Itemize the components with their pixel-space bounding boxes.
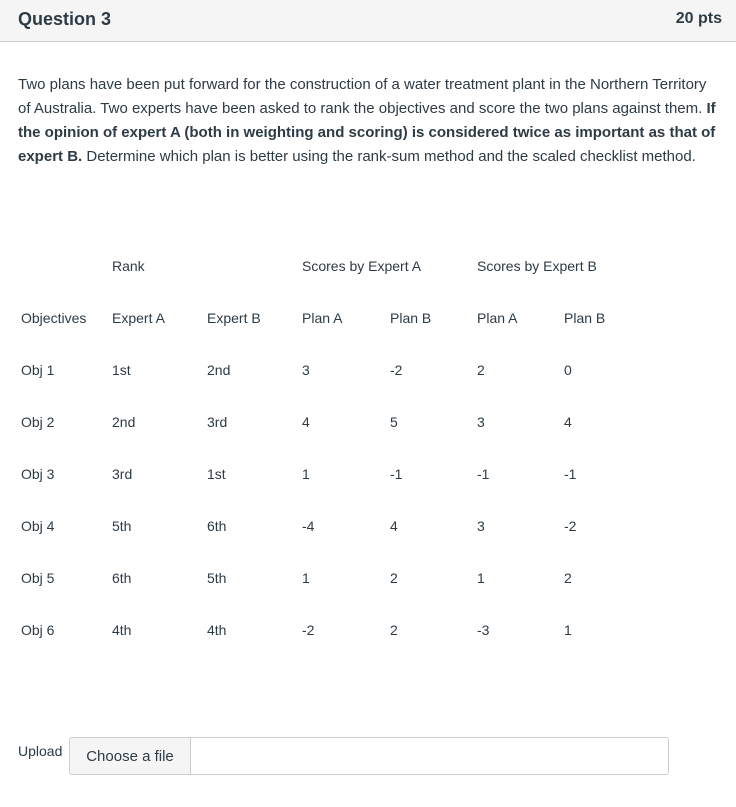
table-cell-rank-expert-a: 5th [112, 518, 132, 534]
table-cell-rank-expert-a: 2nd [112, 414, 136, 430]
table-cell-b-plan-b: 2 [564, 570, 572, 586]
table-cell-a-plan-a: -4 [302, 518, 315, 534]
table-cell-a-plan-b: -2 [390, 362, 403, 378]
table-cell-a-plan-a: 4 [302, 414, 310, 430]
table-cell-objectives: Obj 5 [21, 570, 55, 586]
table-cell-rank-expert-b: 3rd [207, 414, 228, 430]
table-cell-b-plan-a: -3 [477, 622, 490, 638]
table-cell-objectives: Obj 3 [21, 466, 55, 482]
question-title: Question 3 [18, 9, 112, 29]
question-text-intro: Two plans have been put forward for the construction of a water treatment plant in the Northern Territory of Australia. Two experts have been asked to rank the objectives and score the two plans against them. [18, 76, 707, 117]
table-cell-rank-expert-a: 4th [112, 622, 132, 638]
column-header-rank-expert-b: Expert B [207, 310, 261, 326]
table-cell-b-plan-a: 2 [477, 362, 485, 378]
table-cell-a-plan-a: 1 [302, 466, 310, 482]
table-cell-b-plan-b: 1 [564, 622, 572, 638]
table-cell-b-plan-b: -1 [564, 466, 577, 482]
table-cell-objectives: Obj 2 [21, 414, 55, 430]
table-cell-b-plan-a: 1 [477, 570, 485, 586]
table-cell-a-plan-a: 1 [302, 570, 310, 586]
table-cell-rank-expert-b: 6th [207, 518, 227, 534]
group-header-scores-expert-b: Scores by Expert B [477, 258, 597, 274]
question-header [0, 0, 736, 42]
table-cell-a-plan-b: 2 [390, 570, 398, 586]
table-cell-rank-expert-a: 1st [112, 362, 131, 378]
column-header-objectives: Objectives [21, 310, 87, 326]
table-cell-a-plan-a: 3 [302, 362, 310, 378]
table-cell-a-plan-a: -2 [302, 622, 315, 638]
choose-file-button[interactable]: Choose a file [69, 737, 191, 775]
file-name-display[interactable] [190, 737, 669, 775]
table-cell-a-plan-b: -1 [390, 466, 403, 482]
question-points: 20 pts [675, 10, 722, 27]
table-cell-rank-expert-a: 6th [112, 570, 132, 586]
column-header-b-plan-b: Plan B [564, 310, 606, 326]
question-text-task: Determine which plan is better using the rank-sum method and the scaled checklist method. [82, 148, 696, 165]
table-cell-a-plan-b: 4 [390, 518, 398, 534]
table-cell-rank-expert-a: 3rd [112, 466, 133, 482]
table-cell-objectives: Obj 4 [21, 518, 55, 534]
table-cell-b-plan-b: 0 [564, 362, 572, 378]
table-cell-rank-expert-b: 1st [207, 466, 226, 482]
column-header-rank-expert-a: Expert A [112, 310, 165, 326]
table-cell-b-plan-a: -1 [477, 466, 490, 482]
column-header-b-plan-a: Plan A [477, 310, 518, 326]
column-header-a-plan-b: Plan B [390, 310, 432, 326]
question-text [18, 73, 718, 169]
table-cell-rank-expert-b: 5th [207, 570, 227, 586]
table-cell-objectives: Obj 6 [21, 622, 55, 638]
table-cell-rank-expert-b: 4th [207, 622, 227, 638]
upload-label: Upload [18, 743, 63, 759]
group-header-rank: Rank [112, 258, 145, 274]
group-header-scores-expert-a: Scores by Expert A [302, 258, 422, 274]
question-text-emphasis: If the opinion of expert A (both in weighting and scoring) is considered twice as important as that of expert B. [18, 100, 716, 165]
table-cell-b-plan-b: 4 [564, 414, 572, 430]
table-cell-b-plan-b: -2 [564, 518, 577, 534]
table-cell-objectives: Obj 1 [21, 362, 55, 378]
column-header-a-plan-a: Plan A [302, 310, 343, 326]
table-cell-a-plan-b: 5 [390, 414, 398, 430]
table-cell-rank-expert-b: 2nd [207, 362, 231, 378]
table-cell-a-plan-b: 2 [390, 622, 398, 638]
table-cell-b-plan-a: 3 [477, 518, 485, 534]
table-cell-b-plan-a: 3 [477, 414, 485, 430]
